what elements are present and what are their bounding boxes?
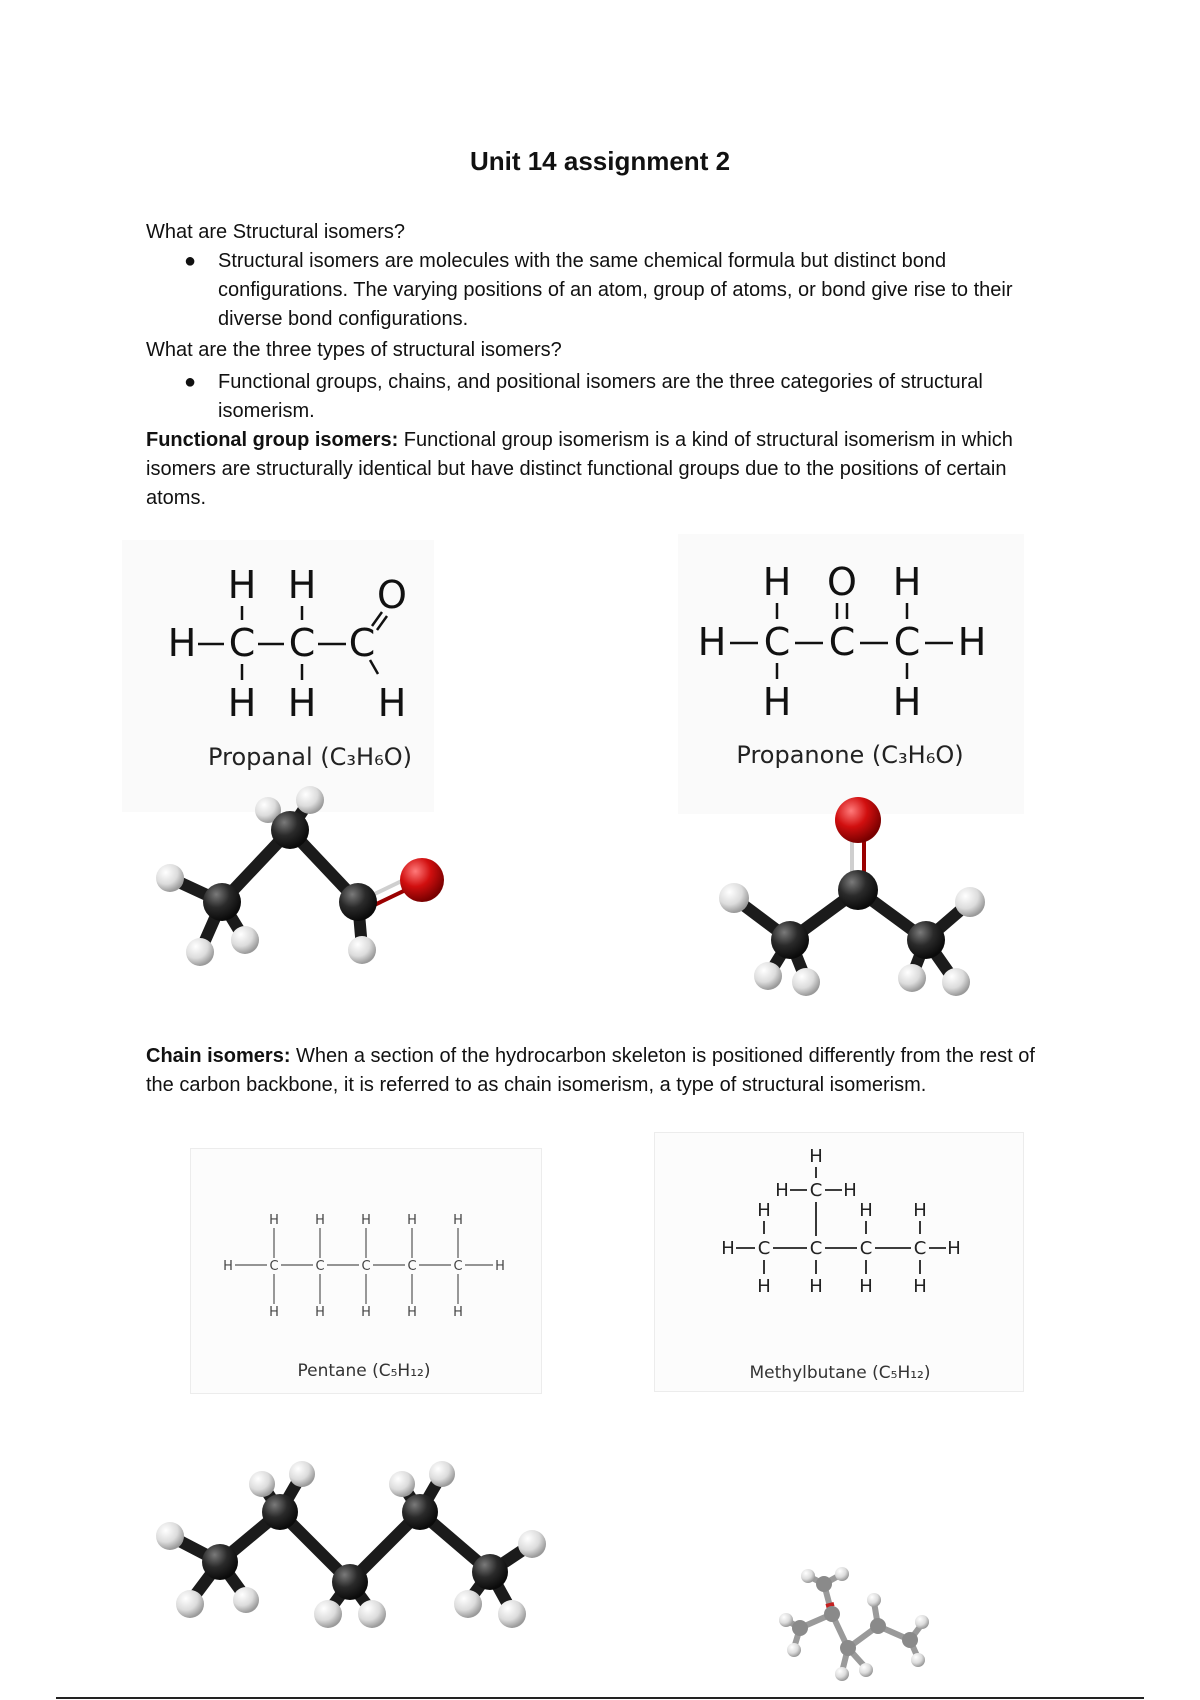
hydrogen-atom	[186, 938, 214, 966]
atom-label: H	[757, 1276, 771, 1297]
atom-label: H	[859, 1200, 873, 1221]
hydrogen-atom	[289, 1461, 315, 1487]
atom-label: H	[913, 1200, 927, 1221]
atom-label: C	[315, 1259, 325, 1274]
carbon-atom	[771, 921, 809, 959]
hydrogen-atom	[835, 1567, 849, 1581]
hydrogen-atom	[867, 1593, 881, 1607]
carbon-atom	[870, 1618, 886, 1634]
carbon-atom	[271, 811, 309, 849]
propanal-3d-model	[150, 790, 460, 1000]
hydrogen-atom	[429, 1461, 455, 1487]
hydrogen-atom	[156, 1522, 184, 1550]
hydrogen-atom	[779, 1613, 793, 1627]
atom-label: C	[361, 1259, 371, 1274]
hydrogen-atom	[156, 864, 184, 892]
atom-label: H	[287, 563, 317, 607]
atom-label: H	[361, 1213, 371, 1228]
atom-label: C	[763, 620, 791, 664]
answer-structural-isomers	[186, 247, 1056, 334]
atom-label: C	[913, 1238, 927, 1259]
atom-label: H	[167, 621, 197, 665]
hydrogen-atom	[942, 968, 970, 996]
propanal-caption: Propanal (C₃H₆O)	[208, 743, 412, 771]
hydrogen-atom	[754, 962, 782, 990]
hydrogen-atom	[898, 964, 926, 992]
atom-label: C	[269, 1259, 279, 1274]
carbon-atom	[907, 921, 945, 959]
page-title: Unit 14 assignment 2	[469, 146, 731, 176]
atom-label: H	[809, 1146, 823, 1167]
hydrogen-atom	[518, 1530, 546, 1558]
chain-isomers-heading: Chain isomers:	[146, 1045, 291, 1067]
atom-label: H	[775, 1180, 789, 1201]
carbon-atom	[824, 1606, 840, 1622]
answer-three-types	[186, 368, 1056, 426]
atom-label: C	[809, 1238, 823, 1259]
hydrogen-atom	[859, 1663, 873, 1677]
atom-label: H	[913, 1276, 927, 1297]
carbon-atom	[902, 1632, 918, 1648]
carbon-atom	[472, 1554, 508, 1590]
hydrogen-atom	[454, 1590, 482, 1618]
hydrogen-atom	[915, 1615, 929, 1629]
question-structural-isomers: What are Structural isomers?	[146, 221, 405, 243]
hydrogen-atom	[719, 883, 749, 913]
bullet-icon: ●	[184, 371, 197, 393]
carbon-atom	[203, 883, 241, 921]
hydrogen-atom	[792, 968, 820, 996]
carbon-atom	[332, 1564, 368, 1600]
atom-label: H	[697, 620, 727, 664]
question-three-types: What are the three types of structural isomers?	[146, 339, 562, 361]
propanal-structure	[160, 560, 460, 770]
propanone-3d-model	[706, 790, 986, 1000]
atom-label: H	[843, 1180, 857, 1201]
atom-label: C	[288, 621, 316, 665]
hydrogen-atom	[233, 1587, 259, 1613]
functional-group-paragraph	[146, 426, 1066, 513]
hydrogen-atom	[787, 1643, 801, 1657]
atom-label: C	[859, 1238, 873, 1259]
carbon-atom	[838, 870, 878, 910]
hydrogen-atom	[314, 1600, 342, 1628]
atom-label: H	[287, 681, 317, 725]
atom-label: H	[809, 1276, 823, 1297]
atom-label: H	[721, 1238, 735, 1259]
hydrogen-atom	[358, 1600, 386, 1628]
atom-label: H	[892, 560, 922, 604]
methylbutane-structure	[706, 1140, 1006, 1390]
atom-label: H	[947, 1238, 961, 1259]
hydrogen-atom	[835, 1667, 849, 1681]
atom-label: C	[453, 1259, 463, 1274]
atom-label: H	[223, 1259, 233, 1274]
atom-label: C	[809, 1180, 823, 1201]
atom-label: H	[407, 1213, 417, 1228]
answer-text: Structural isomers are molecules with the same chemical formula but distinct bond configurations. The varying positions of an atom, group of atoms, or bond give rise to their diverse bond configurations.	[218, 250, 1013, 330]
hydrogen-atom	[955, 887, 985, 917]
atom-label: C	[828, 620, 856, 664]
atom-label: H	[762, 680, 792, 724]
hydrogen-atom	[231, 926, 259, 954]
oxygen-atom	[835, 797, 881, 843]
atom-label: H	[361, 1305, 371, 1320]
propanone-caption: Propanone (C₃H₆O)	[736, 741, 964, 769]
atom-label: H	[957, 620, 987, 664]
atom-label: H	[227, 563, 257, 607]
chain-isomers-paragraph	[146, 1042, 1066, 1100]
carbon-atom	[816, 1576, 832, 1592]
pentane-structure	[218, 1200, 518, 1400]
atom-label: H	[495, 1259, 505, 1274]
atom-label: C	[348, 621, 376, 665]
atom-label: C	[407, 1259, 417, 1274]
answer-text: Functional groups, chains, and positional isomers are the three categories of structural isomerism.	[218, 371, 983, 422]
atom-label: H	[762, 560, 792, 604]
carbon-atom	[262, 1494, 298, 1530]
hydrogen-atom	[296, 786, 324, 814]
atom-label: H	[315, 1213, 325, 1228]
atom-label: H	[453, 1305, 463, 1320]
functional-group-heading: Functional group isomers:	[146, 429, 399, 451]
hydrogen-atom	[801, 1569, 815, 1583]
oxygen-atom	[400, 858, 444, 902]
hydrogen-atom	[911, 1653, 925, 1667]
atom-label: H	[407, 1305, 417, 1320]
methylbutane-3d-model	[780, 1568, 930, 1688]
hydrogen-atom	[176, 1590, 204, 1618]
atom-label: H	[453, 1213, 463, 1228]
atom-label: O	[827, 560, 857, 604]
carbon-atom	[402, 1494, 438, 1530]
atom-label: H	[269, 1305, 279, 1320]
atom-label: H	[227, 681, 257, 725]
atom-label: H	[377, 681, 407, 725]
carbon-atom	[339, 883, 377, 921]
pentane-caption: Pentane (C₅H₁₂)	[297, 1361, 431, 1381]
chain-isomers-text: When a section of the hydrocarbon skeleton is positioned differently from the rest of the carbon backbone, it is referred to as chain isomerism, a type of structural isomerism.	[146, 1045, 1035, 1096]
hydrogen-atom	[348, 936, 376, 964]
carbon-atom	[202, 1544, 238, 1580]
atom-label: H	[315, 1305, 325, 1320]
carbon-atom	[792, 1620, 808, 1636]
bullet-icon: ●	[184, 250, 197, 272]
hydrogen-atom	[249, 1471, 275, 1497]
atom-label: C	[757, 1238, 771, 1259]
atom-label: H	[757, 1200, 771, 1221]
atom-label: H	[892, 680, 922, 724]
atom-label: C	[228, 621, 256, 665]
atom-label: O	[377, 573, 407, 617]
carbon-atom	[840, 1640, 856, 1656]
methylbutane-caption: Methylbutane (C₅H₁₂)	[749, 1363, 931, 1383]
atom-label: H	[269, 1213, 279, 1228]
pentane-3d-model	[150, 1462, 550, 1632]
atom-label: H	[859, 1276, 873, 1297]
propanone-structure	[690, 555, 1010, 769]
hydrogen-atom	[498, 1600, 526, 1628]
functional-group-text: Functional group isomerism is a kind of structural isomerism in which isomers are structurally identical but have distinct functional groups due to the positions of certain atoms.	[146, 429, 1013, 509]
page-bottom-rule	[56, 1697, 1144, 1699]
atom-label: C	[893, 620, 921, 664]
hydrogen-atom	[389, 1471, 415, 1497]
